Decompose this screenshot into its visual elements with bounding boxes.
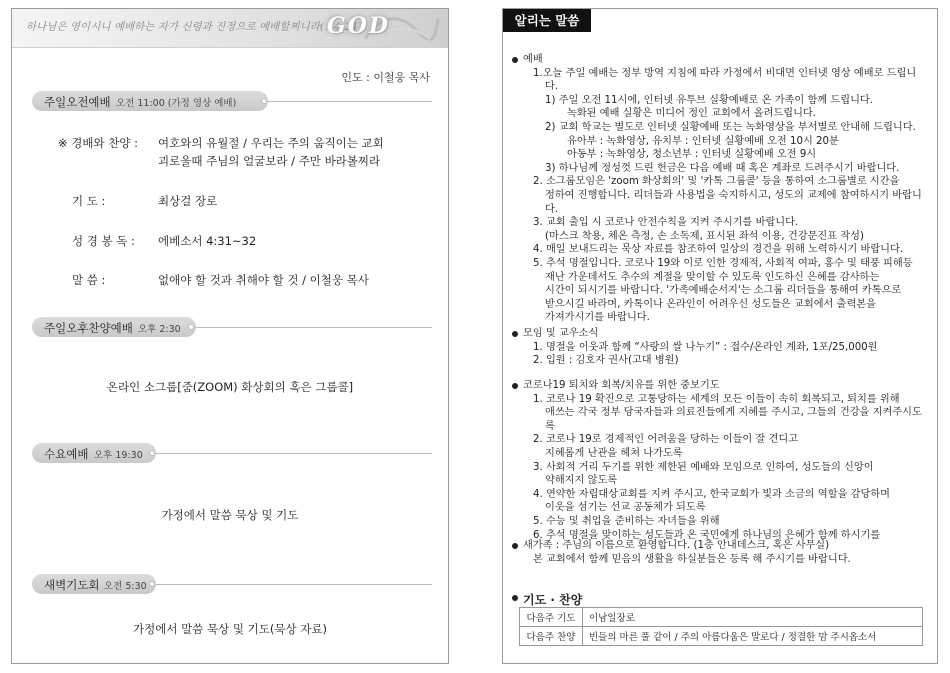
notice-heading: 예배 — [523, 53, 927, 67]
section-header-wednesday — [32, 443, 432, 463]
order-row-sermon — [72, 272, 438, 288]
notice-heading: 코로나19 퇴치와 회복/치유를 위한 중보기도 — [523, 379, 927, 393]
section-header-dawn-prayer — [32, 574, 432, 594]
order-row-praise — [58, 135, 438, 169]
notice-corona-prayer — [523, 379, 927, 542]
section-dot-icon — [149, 450, 155, 456]
banner-verse: 하나님은 영이시니 예배하는 자가 신령과 진정으로 예배할찌니라(요4:24) — [26, 21, 362, 33]
notice-meetings — [523, 327, 927, 368]
table-value: 빈들의 마른 풀 같이 / 주의 아름다움은 말로다 / 정결한 맘 주시옵소서 — [583, 627, 923, 646]
section-title: 새벽기도회 — [44, 578, 100, 592]
notice-line: 아동부 : 녹화영상, 청소년부 : 인터넷 실황예배 오전 9시 — [567, 149, 817, 161]
section-divider — [152, 453, 432, 454]
notice-worship — [523, 53, 927, 325]
order-label: ※ 경배와 찬양 : — [58, 136, 139, 150]
god-logo: GOD — [326, 13, 390, 39]
section-dot-icon — [149, 581, 155, 587]
notice-line: 6. 추석 명절을 맞이하는 성도들과 온 국민에게 하나님의 은혜가 함께 하시기를 — [533, 529, 881, 541]
order-label: 성 경 봉 독 : — [72, 234, 135, 248]
section-title: 주일오전예배 — [44, 95, 111, 109]
notice-line: 지혜롭게 난관을 헤쳐 나가도록 — [545, 447, 683, 459]
afternoon-description: 온라인 소그룹[줌(ZOOM) 화상회의 혹은 그룹콜] — [106, 380, 354, 394]
notice-line: 4. 연약한 자립대상교회를 지켜 주시고, 한국교회가 빛과 소금의 역할을 감당하며 — [533, 488, 891, 500]
notice-line: 받으시길 바라며, 카톡이나 온라인이 어려우신 성도들은 교회에서 출력본을 — [545, 298, 876, 310]
order-value: 여호와의 유월절 / 우리는 주의 움직이는 교회 — [158, 136, 384, 150]
table-row — [520, 608, 923, 627]
order-value: 없애야 할 것과 취해야 할 것 / 이철웅 목사 — [158, 273, 369, 287]
section-time: 오전 5:30 — [104, 581, 147, 592]
notice-line: 3. 교회 출입 시 코로나 안전수칙을 지켜 주시기를 바랍니다. — [533, 217, 799, 229]
notice-line: 이웃을 섬기는 선교 공동체가 되도록 — [545, 502, 706, 514]
section-title: 주일오후찬양예배 — [44, 321, 133, 335]
dawn-description: 가정에서 말씀 묵상 및 기도(묵상 자료) — [133, 622, 327, 636]
notice-heading: 모임 및 교우소식 — [523, 327, 927, 341]
order-value-line2: 괴로울때 주님의 얼굴보라 / 주만 바라볼찌라 — [158, 154, 381, 168]
notice-line: 재난 가운데서도 추수의 계절을 맞이할 수 있도록 인도하신 은혜를 감사하는 — [545, 271, 880, 283]
table-row — [520, 627, 923, 646]
table-key: 다음주 기도 — [520, 608, 583, 627]
notice-line: 3) 하나님께 정성껏 드린 헌금은 다음 예배 때 혹은 계좌로 드려주시기 바랍니다. — [545, 162, 900, 174]
notice-heading: 새가족 : 주님의 이름으로 환영합니다. (1층 안내데스크, 혹은 사무실) — [523, 539, 927, 553]
prayer-praise-title: 기도 · 찬양 — [523, 593, 583, 607]
notice-line: 2. 입원 : 김호자 권사(고대 병원) — [533, 355, 679, 367]
notice-newcomers — [523, 539, 927, 566]
bulletin-announcements-page — [502, 8, 938, 664]
section-divider — [264, 101, 432, 102]
notice-line: 4. 매일 보내드리는 묵상 자료를 참조하여 일상의 경건을 위해 노력하시기 바랍니다. — [533, 244, 904, 256]
notice-line: 5. 수능 및 취업을 준비하는 자녀들을 위해 — [533, 515, 720, 527]
notice-line: 5. 추석 명절입니다. 코로나 19와 이로 인한 경제적, 사회적 여파, 홍수 및 태풍 피해등 — [533, 257, 913, 269]
notice-line: 2. 소그룹모임은 'zoom 화상회의' 및 '카톡 그룹콜' 등을 통하여 소그룹별로 시간을 — [533, 176, 900, 188]
section-divider — [192, 327, 432, 328]
notice-line: 애쓰는 각국 정부 당국자들과 의료진들에게 지혜를 주시고, 그들의 건강을 지켜주시도록 — [545, 407, 922, 432]
notice-line: 유아부 : 녹화영상, 유치부 : 인터넷 실황예배 오전 10시 20분 — [567, 135, 839, 147]
notice-line: 정하여 진행합니다. 리더들과 사용법을 숙지하시고, 성도의 교제에 참여하시기 바랍니다. — [545, 189, 922, 215]
section-divider — [152, 584, 432, 585]
verse-banner — [12, 9, 448, 48]
section-title: 수요예배 — [44, 447, 89, 461]
prayer-praise-table — [519, 607, 923, 646]
order-row-prayer — [72, 193, 438, 209]
section-dot-icon — [261, 98, 267, 104]
announcements-title: 알리는 말씀 — [503, 9, 591, 32]
table-key: 다음주 찬양 — [520, 627, 583, 646]
bulletin-order-of-service-page — [11, 8, 449, 664]
notice-line: 3. 사회적 거리 두기를 위한 제한된 예배와 모임으로 인하여, 성도들의 신앙이 — [533, 461, 874, 473]
section-time: 오후 2:30 — [138, 324, 181, 335]
section-dot-icon — [188, 324, 194, 330]
notice-line: 1) 주일 오전 11시에, 인터넷 유투브 실황예배로 온 가족이 함께 드립니다. — [545, 94, 873, 106]
service-leader: 인도 : 이철웅 목사 — [341, 71, 430, 84]
order-value: 에베소서 4:31~32 — [158, 234, 257, 248]
order-label: 말 씀 : — [72, 273, 106, 287]
section-header-sunday-afternoon — [32, 317, 432, 337]
notice-line: 2. 코로나 19로 경제적인 어려움을 당하는 이들이 잘 견디고 — [533, 434, 799, 446]
section-time: 오후 19:30 — [94, 450, 143, 461]
notice-line: 약해지지 않도록 — [545, 475, 618, 487]
notice-line: 시간이 되시기를 바랍니다. '가족예배순서지'는 소그룹 리더들을 통해여 카톡으로 — [545, 285, 902, 297]
notice-line: 녹화된 예배 실황은 미디어 정인 교회에서 올려드립니다. — [567, 108, 817, 120]
notice-line: 가져가시기를 바랍니다. — [545, 312, 650, 324]
notice-line: 본 교회에서 함께 믿음의 생활을 하실분들은 등록 해 주시기를 바랍니다. — [533, 553, 851, 565]
notice-line: 2) 교회 학교는 별도로 인터넷 실황예배 또는 녹화영상을 부서별로 안내해 드립니다. — [545, 121, 916, 133]
order-label: 기 도 : — [72, 194, 106, 208]
notice-line: 1.오늘 주일 예배는 정부 방역 지침에 따라 가정에서 비대면 인터넷 영상 예배로 드립니다. — [533, 67, 917, 93]
notice-line: 1. 코로나 19 확진으로 고통당하는 세계의 모든 이들이 속히 회복되고, 퇴치를 위해 — [533, 393, 900, 405]
section-header-sunday-morning — [32, 91, 432, 111]
notice-line: (마스크 착용, 체온 측정, 손 소독제, 표시된 좌석 이용, 건강문진표 작성) — [545, 230, 864, 242]
order-row-scripture — [72, 233, 438, 249]
order-value: 최상걸 장로 — [158, 194, 218, 208]
notice-line: 1. 명절을 이웃과 함께 “사랑의 쌀 나누기” : 접수/온라인 계좌, 1포/25,000원 — [533, 341, 878, 353]
section-time: 오전 11:00 (가정 영상 예배) — [116, 98, 237, 109]
wednesday-description: 가정에서 말씀 묵상 및 기도 — [161, 508, 299, 522]
table-value: 이남일장로 — [583, 608, 923, 627]
